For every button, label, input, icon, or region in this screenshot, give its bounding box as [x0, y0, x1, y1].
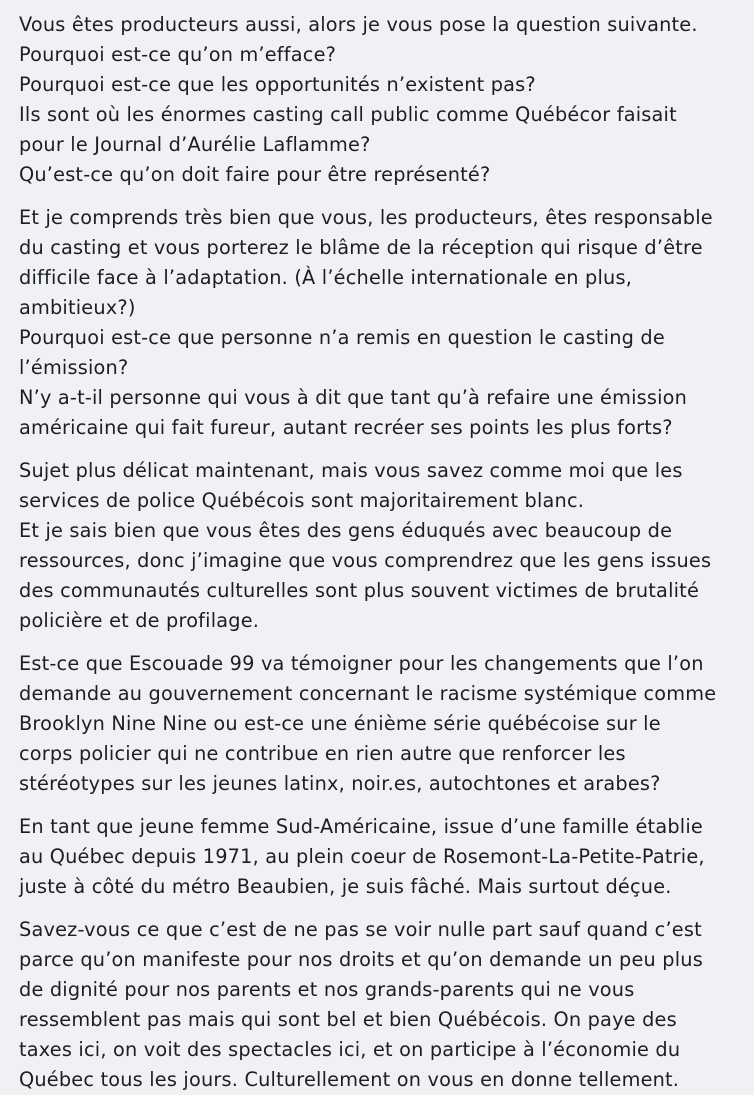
- text-line: services de police Québécois sont majoritairement blanc.: [19, 489, 585, 512]
- text-line: pour le Journal d’Aurélie Laflamme?: [19, 133, 371, 156]
- text-line: Est-ce que Escouade 99 va témoigner pour les changements que l’on: [19, 652, 704, 675]
- text-line: de dignité pour nos parents et nos grands-parents qui ne vous: [19, 978, 635, 1001]
- text-line: En tant que jeune femme Sud-Américaine, issue d’une famille établie: [19, 815, 703, 838]
- paragraph-2: [19, 203, 734, 443]
- paragraph-1: [19, 10, 734, 190]
- text-line: stéréotypes sur les jeunes latinx, noir.es, autochtones et arabes?: [19, 772, 661, 795]
- text-line: ressources, donc j’imagine que vous comprendrez que les gens issues: [19, 549, 712, 572]
- text-line: du casting et vous porterez le blâme de la réception qui risque d’être: [19, 236, 703, 259]
- text-line: Québec tous les jours. Culturellement on vous en donne tellement.: [19, 1068, 680, 1091]
- text-line: l’émission?: [19, 356, 129, 379]
- text-line: Vous êtes producteurs aussi, alors je vous pose la question suivante.: [19, 13, 698, 36]
- text-line: ambitieux?): [19, 296, 136, 319]
- text-line: Sujet plus délicat maintenant, mais vous savez comme moi que les: [19, 459, 683, 482]
- text-line: ressemblent pas mais qui sont bel et bien Québécois. On paye des: [19, 1008, 677, 1031]
- text-line: américaine qui fait fureur, autant recréer ses points les plus forts?: [19, 416, 673, 439]
- text-line: au Québec depuis 1971, au plein coeur de Rosemont-La-Petite-Patrie,: [19, 845, 705, 868]
- text-line: Brooklyn Nine Nine ou est-ce une énième série québécoise sur le: [19, 712, 661, 735]
- text-line: Et je comprends très bien que vous, les producteurs, êtes responsable: [19, 206, 713, 229]
- text-line: des communautés culturelles sont plus souvent victimes de brutalité: [19, 579, 700, 602]
- paragraph-5: [19, 812, 734, 902]
- paragraph-6: [19, 915, 734, 1095]
- text-line: N’y a-t-il personne qui vous à dit que tant qu’à refaire une émission: [19, 386, 688, 409]
- text-line: Pourquoi est-ce que personne n’a remis en question le casting de: [19, 326, 665, 349]
- text-line: Qu’est-ce qu’on doit faire pour être représenté?: [19, 163, 491, 186]
- text-line: Et je sais bien que vous êtes des gens éduqués avec beaucoup de: [19, 519, 673, 542]
- text-line: parce qu’on manifeste pour nos droits et qu’on demande un peu plus: [19, 948, 703, 971]
- text-line: policière et de profilage.: [19, 609, 260, 632]
- text-line: Savez-vous ce que c’est de ne pas se voir nulle part sauf quand c’est: [19, 918, 702, 941]
- paragraph-4: [19, 649, 734, 799]
- paragraph-3: [19, 456, 734, 636]
- text-line: Ils sont où les énormes casting call public comme Québécor faisait: [19, 103, 677, 126]
- text-line: juste à côté du métro Beaubien, je suis fâché. Mais surtout déçue.: [19, 875, 672, 898]
- text-line: corps policier qui ne contribue en rien autre que renforcer les: [19, 742, 626, 765]
- text-line: Pourquoi est-ce que les opportunités n’existent pas?: [19, 73, 536, 96]
- text-line: demande au gouvernement concernant le racisme systémique comme: [19, 682, 717, 705]
- text-line: taxes ici, on voit des spectacles ici, et on participe à l’économie du: [19, 1038, 681, 1061]
- text-line: Pourquoi est-ce qu’on m’efface?: [19, 43, 337, 66]
- text-line: difficile face à l’adaptation. (À l’échelle internationale en plus,: [19, 266, 633, 289]
